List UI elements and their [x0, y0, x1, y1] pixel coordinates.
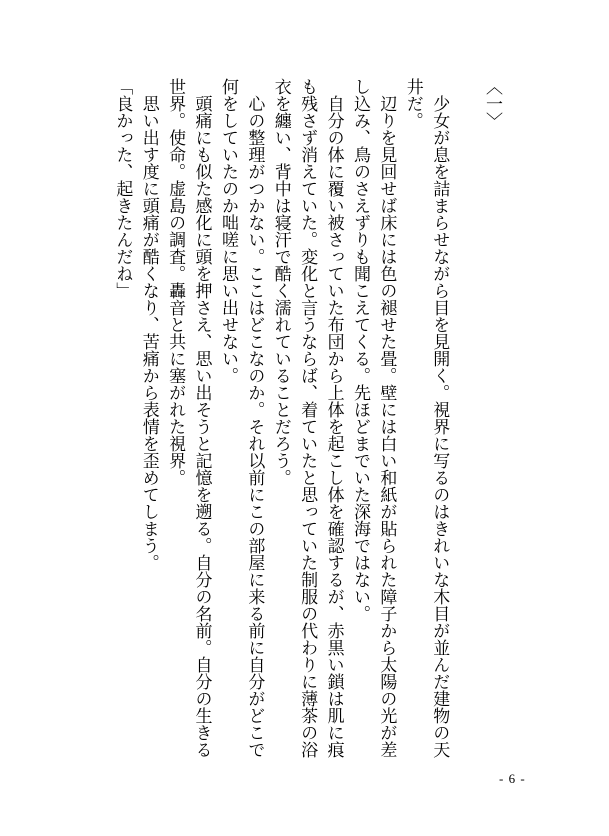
page-number: - 6 -	[499, 771, 526, 786]
dialogue-line: 「良かった、起きたんだね」	[113, 78, 133, 299]
paragraph: 自分の体に覆い被さっていた布団から上体を起こし体を確認するが、赤黒い鎖は肌に痕も残さず消えていた。変化と言うならば、着ていたと思っていた制服の代わりに薄茶の浴衣を纏い、背中は寝汗で酷く濡れていることだろう。	[271, 78, 344, 758]
section-heading: 〈一〉	[483, 78, 502, 129]
paragraph: 心の整理がつかない。ここはどこなのか。それ以前にこの部屋に来る前に自分がどこで何をしていたのか咄嗟に思い出せない。	[218, 78, 265, 758]
paragraph: 辺りを見回せば床には色の褪せた畳。壁には白い和紙が貼られた障子から太陽の光が差し込み、鳥のさえずりも聞こえてくる。先ほどまでいた深海ではない。	[350, 78, 397, 758]
novel-text-block	[109, 78, 505, 762]
paragraph: 頭痛にも似た感化に頭を押さえ、思い出そうと記憶を遡る。自分の名前。自分の生きる世界。使命。虚島の調査。轟音と共に塞がれた視界。	[166, 78, 212, 758]
paragraph: 思い出す度に頭痛が酷くなり、苦痛から表情を歪めてしまう。	[139, 95, 159, 571]
paragraph: 少女が息を詰まらせながら目を見開く。視界に写るのはきれいな木目が並んだ建物の天井だ。	[403, 78, 450, 758]
